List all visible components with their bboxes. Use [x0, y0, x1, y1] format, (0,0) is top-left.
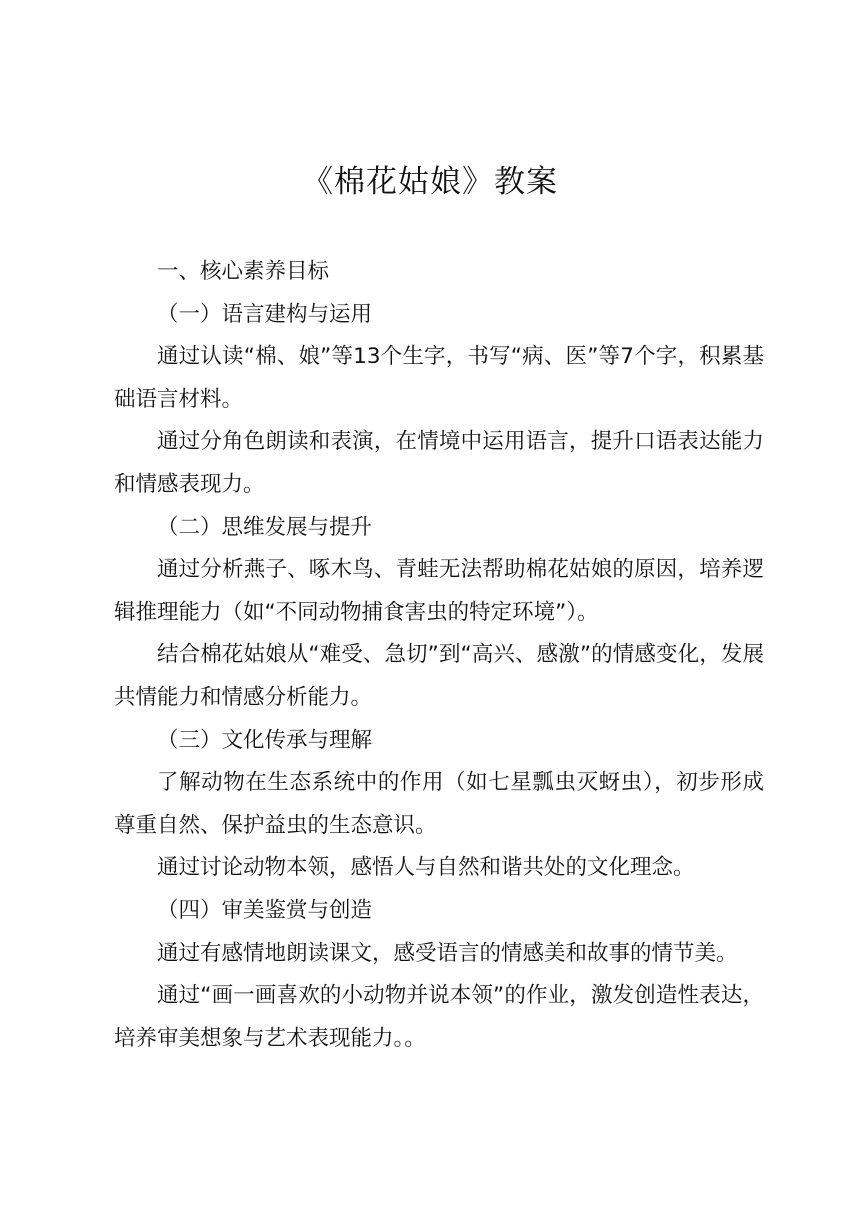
section-heading: 一、核心素养目标	[157, 259, 330, 284]
paragraph: 通过“画一画喜欢的小动物并说本领”的作业，激发创造性表达，培养审美想象与艺术表现能力。。	[114, 983, 764, 1051]
paragraph: 了解动物在生态系统中的作用（如七星瓢虫灭蚜虫），初步形成尊重自然、保护益虫的生态意识。	[114, 770, 764, 838]
paragraph: 通过分角色朗读和表演，在情境中运用语言，提升口语表达能力和情感表现力。	[114, 429, 764, 497]
paragraph: 通过分析燕子、啄木鸟、青蛙无法帮助棉花姑娘的原因，培养逻辑推理能力（如“不同动物捕食害虫的特定环境”）。	[114, 557, 764, 625]
document-body	[114, 251, 764, 1060]
subsection-heading-culture: （三）文化传承与理解	[157, 727, 373, 753]
subsection-heading-language: （一）语言建构与运用	[157, 301, 373, 327]
subsection-heading-aesthetics: （四）审美鉴赏与创造	[157, 897, 373, 923]
subsection-heading-thinking: （二）思维发展与提升	[157, 514, 373, 540]
paragraph: 结合棉花姑娘从“难受、急切”到“高兴、感激”的情感变化，发展共情能力和情感分析能力。	[114, 642, 764, 710]
paragraph: 通过有感情地朗读课文，感受语言的情感美和故事的情节美。	[157, 940, 738, 966]
document-title: 《棉花姑娘》教案	[302, 164, 558, 200]
paragraph: 通过认读“棉、娘”等13个生字，书写“病、医”等7个字，积累基础语言材料。	[114, 344, 764, 412]
paragraph: 通过讨论动物本领，感悟人与自然和谐共处的文化理念。	[157, 855, 695, 881]
